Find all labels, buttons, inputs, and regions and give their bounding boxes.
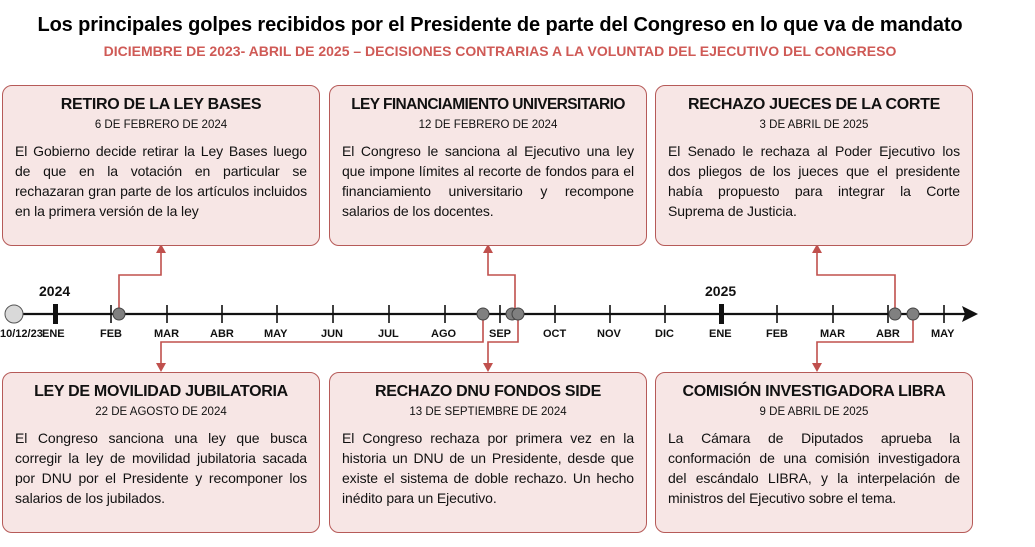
connector-dnu-side bbox=[488, 314, 518, 366]
page-subtitle: DICIEMBRE DE 2023- ABRIL DE 2025 – DECISIONES CONTRARIAS A LA VOLUNTAD DEL EJECUTIVO DEL CONGRESO bbox=[103, 43, 897, 59]
connector-libra bbox=[817, 314, 913, 366]
event-date: 13 DE SEPTIEMBRE DE 2024 bbox=[409, 406, 567, 418]
event-description: El Senado le rechaza al Poder Ejecutivo los dos pliegos de los jueces que el presidente había propuesto para integrar la Corte Suprema de Justicia. bbox=[668, 143, 960, 219]
year-marker-2025 bbox=[719, 304, 724, 324]
event-description: El Congreso sanciona una ley que busca corregir la ley de movilidad jubilatoria sacada por DNU por el Presidente y recomponer los salarios de los jubilados. bbox=[15, 430, 307, 506]
event-card-comision-libra bbox=[655, 372, 973, 533]
connector-ley-bases bbox=[119, 250, 161, 314]
event-title: COMISIÓN INVESTIGADORA LIBRA bbox=[682, 383, 946, 400]
arrowhead-down-3 bbox=[812, 363, 822, 372]
event-dot-ley-bases bbox=[113, 308, 125, 320]
month-label: ABR bbox=[876, 328, 900, 340]
event-description: El Congreso rechaza por primera vez en la historia un DNU de un Presidente, desde que existe el sistema de doble rechazo. Un hecho inédito para un Ejecutivo. bbox=[342, 430, 634, 506]
event-card-dnu-fondos-side bbox=[329, 372, 647, 533]
event-card-jueces-corte bbox=[655, 85, 973, 246]
event-title: RECHAZO DNU FONDOS SIDE bbox=[375, 383, 601, 400]
event-date: 3 DE ABRIL DE 2025 bbox=[759, 119, 869, 131]
timeline-start-dot bbox=[5, 305, 23, 323]
event-title: RETIRO DE LA LEY BASES bbox=[60, 96, 262, 113]
month-label: AGO bbox=[431, 328, 457, 340]
arrowhead-down-1 bbox=[156, 363, 166, 372]
month-label: FEB bbox=[100, 328, 122, 340]
month-label: SEP bbox=[489, 328, 512, 340]
arrowhead-down-2 bbox=[483, 363, 493, 372]
page-title: Los principales golpes recibidos por el Presidente de parte del Congreso en lo que va de mandato bbox=[37, 14, 963, 36]
connector-financiamiento bbox=[488, 250, 515, 314]
month-label: MAR bbox=[154, 328, 180, 340]
year-marker-2024 bbox=[53, 304, 58, 324]
event-description: El Gobierno decide retirar la Ley Bases luego de que en la votación en particular se rechazaran gran parte de los artículos incluidos en la primera versión de la ley bbox=[15, 143, 307, 219]
event-title: LEY DE MOVILIDAD JUBILATORIA bbox=[34, 383, 288, 400]
event-card-movilidad-jubilatoria bbox=[2, 372, 320, 533]
event-dot-libra bbox=[907, 308, 919, 320]
event-title: RECHAZO JUECES DE LA CORTE bbox=[687, 96, 941, 113]
month-label: JUN bbox=[321, 328, 344, 340]
month-label: OCT bbox=[543, 328, 567, 340]
event-dot-dnu-side bbox=[512, 308, 524, 320]
event-date: 22 DE AGOSTO DE 2024 bbox=[95, 406, 227, 418]
event-dot-jueces bbox=[889, 308, 901, 320]
month-label: MAR bbox=[820, 328, 846, 340]
month-label: ABR bbox=[210, 328, 234, 340]
year-label-2024: 2024 bbox=[39, 283, 71, 299]
month-label: NOV bbox=[597, 328, 621, 340]
month-label: DIC bbox=[655, 328, 674, 340]
month-label: MAY bbox=[264, 328, 288, 340]
month-label: 10/12/23 bbox=[0, 328, 43, 340]
event-date: 6 DE FEBRERO DE 2024 bbox=[94, 119, 228, 131]
month-label: FEB bbox=[766, 328, 788, 340]
event-description: El Congreso le sanciona al Ejecutivo una ley que impone límites al recorte de fondos para el financiamiento universitario y recompone salarios de los docentes. bbox=[342, 143, 634, 219]
month-label: JUL bbox=[378, 328, 399, 340]
connector-jueces bbox=[817, 250, 895, 314]
month-label: ENE bbox=[42, 328, 65, 340]
year-label-2025: 2025 bbox=[705, 283, 737, 299]
event-description: La Cámara de Diputados aprueba la conformación de una comisión investigadora del escándalo LIBRA, y la interpelación de ministros del Ejecutivo sobre el tema. bbox=[668, 430, 960, 506]
month-label: MAY bbox=[931, 328, 955, 340]
event-card-ley-bases bbox=[2, 85, 320, 246]
event-date: 12 DE FEBRERO DE 2024 bbox=[418, 119, 558, 131]
connector-movilidad bbox=[161, 314, 483, 366]
event-card-financiamiento-universitario bbox=[329, 85, 647, 246]
event-dot-movilidad bbox=[477, 308, 489, 320]
event-title: LEY FINANCIAMIENTO UNIVERSITARIO bbox=[351, 96, 625, 113]
month-label: ENE bbox=[709, 328, 732, 340]
event-date: 9 DE ABRIL DE 2025 bbox=[759, 406, 869, 418]
